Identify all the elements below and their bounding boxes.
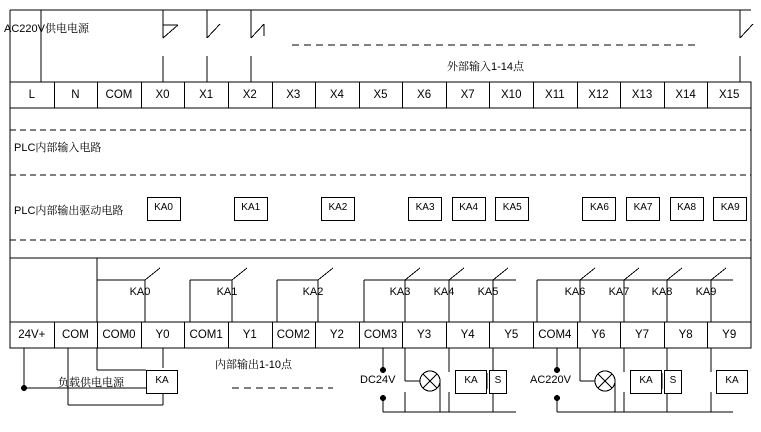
output-terminal-com3[interactable]: COM3 [363,329,398,341]
output-terminal-com4[interactable]: COM4 [538,329,572,341]
output-terminal-com[interactable]: COM [61,329,89,341]
relay-contact-ka3: KA3 [389,286,411,298]
input-terminal-x7[interactable]: X7 [460,89,475,101]
relay-contact-ka5: KA5 [477,286,499,298]
output-terminal-y5[interactable]: Y5 [504,329,519,341]
terminal-divider [446,322,447,348]
terminal-divider [228,322,229,348]
terminal-divider [228,82,229,108]
input-terminal-x4[interactable]: X4 [329,89,344,101]
relay-coil-ka4: KA4 [452,197,486,221]
terminal-divider [184,82,185,108]
input-terminal-x10[interactable]: X10 [501,89,522,101]
terminal-divider [359,322,360,348]
input-terminal-x3[interactable]: X3 [286,89,301,101]
external-input-label: 外部输入1-14点 [447,61,525,73]
terminal-divider [533,322,534,348]
terminal-divider [54,322,55,348]
input-terminal-x5[interactable]: X5 [373,89,388,101]
output-terminal-y8[interactable]: Y8 [678,329,693,341]
load-power-label: 负载供电电源 [58,377,124,389]
terminal-divider [577,322,578,348]
input-terminal-l[interactable]: L [28,89,35,101]
terminal-divider [315,322,316,348]
input-terminal-x6[interactable]: X6 [417,89,432,101]
internal-output-label: 内部输出1-10点 [215,359,293,371]
relay-contact-ka0: KA0 [129,286,151,298]
relay-coil-ka0: KA0 [147,197,181,221]
input-terminal-n[interactable]: N [71,89,80,101]
output-terminal-y4[interactable]: Y4 [460,329,475,341]
terminal-divider [489,82,490,108]
relay-contact-ka8: KA8 [651,286,673,298]
output-terminal-y0[interactable]: Y0 [155,329,170,341]
relay-coil-ka7: KA7 [626,197,660,221]
load-device-relay-box-1: KA [455,370,487,394]
terminal-divider [446,82,447,108]
load-device-relay-box-3: KA [630,370,662,394]
terminal-divider [533,82,534,108]
load-device-relay-box-0: KA [146,370,178,394]
terminal-divider [141,322,142,348]
output-terminal-y6[interactable]: Y6 [591,329,606,341]
terminal-divider [402,82,403,108]
input-terminal-x1[interactable]: X1 [199,89,214,101]
input-terminal-x12[interactable]: X12 [588,89,609,101]
ac220v-label: AC220V [530,374,571,386]
terminal-divider [184,322,185,348]
terminal-divider [359,82,360,108]
terminal-divider [489,322,490,348]
terminal-divider [707,82,708,108]
input-terminal-x0[interactable]: X0 [155,89,170,101]
output-terminal-24v[interactable]: 24V+ [18,329,46,341]
terminal-divider [272,82,273,108]
input-terminal-x2[interactable]: X2 [242,89,257,101]
load-device-valve-4: S [664,370,682,394]
terminal-divider [577,82,578,108]
terminal-divider [272,322,273,348]
terminal-divider [315,82,316,108]
terminal-divider [620,322,621,348]
relay-coil-ka3: KA3 [408,197,442,221]
relay-contact-ka1: KA1 [216,286,238,298]
terminal-divider [141,82,142,108]
output-terminal-com1[interactable]: COM1 [189,329,223,341]
relay-contact-ka9: KA9 [695,286,717,298]
power-source-label: AC220V供电电源 [4,23,89,35]
output-terminal-com0[interactable]: COM0 [102,329,136,341]
plc-output-circuit-label: PLC内部输出驱动电路 [14,205,124,217]
load-device-valve-2: S [489,370,507,394]
output-terminal-y9[interactable]: Y9 [722,329,737,341]
relay-coil-ka8: KA8 [670,197,704,221]
relay-coil-ka9: KA9 [713,197,747,221]
output-terminal-com2[interactable]: COM2 [276,329,310,341]
input-terminal-x14[interactable]: X14 [675,89,696,101]
output-terminal-y1[interactable]: Y1 [242,329,257,341]
input-terminal-com[interactable]: COM [105,89,133,101]
relay-coil-ka1: KA1 [234,197,268,221]
relay-coil-ka5: KA5 [495,197,529,221]
terminal-divider [97,82,98,108]
load-device-relay-box-5: KA [716,370,748,394]
input-terminal-x13[interactable]: X13 [631,89,653,101]
relay-coil-ka2: KA2 [321,197,355,221]
terminal-divider [54,82,55,108]
input-terminal-x15[interactable]: X15 [718,89,740,101]
relay-contact-ka4: KA4 [433,286,455,298]
terminal-divider [402,322,403,348]
output-terminal-y2[interactable]: Y2 [329,329,344,341]
terminal-divider [707,322,708,348]
input-terminal-x11[interactable]: X11 [545,89,565,101]
terminal-divider [620,82,621,108]
terminal-divider [664,322,665,348]
relay-coil-ka6: KA6 [582,197,616,221]
output-terminal-y3[interactable]: Y3 [417,329,432,341]
dc24v-label: DC24V [360,374,396,386]
output-terminal-y7[interactable]: Y7 [634,329,650,341]
plc-input-circuit-label: PLC内部输入电路 [14,142,102,154]
relay-contact-ka7: KA7 [608,286,630,298]
relay-contact-ka2: KA2 [302,286,324,298]
terminal-divider [664,82,665,108]
relay-contact-ka6: KA6 [564,286,586,298]
terminal-divider [97,322,98,348]
